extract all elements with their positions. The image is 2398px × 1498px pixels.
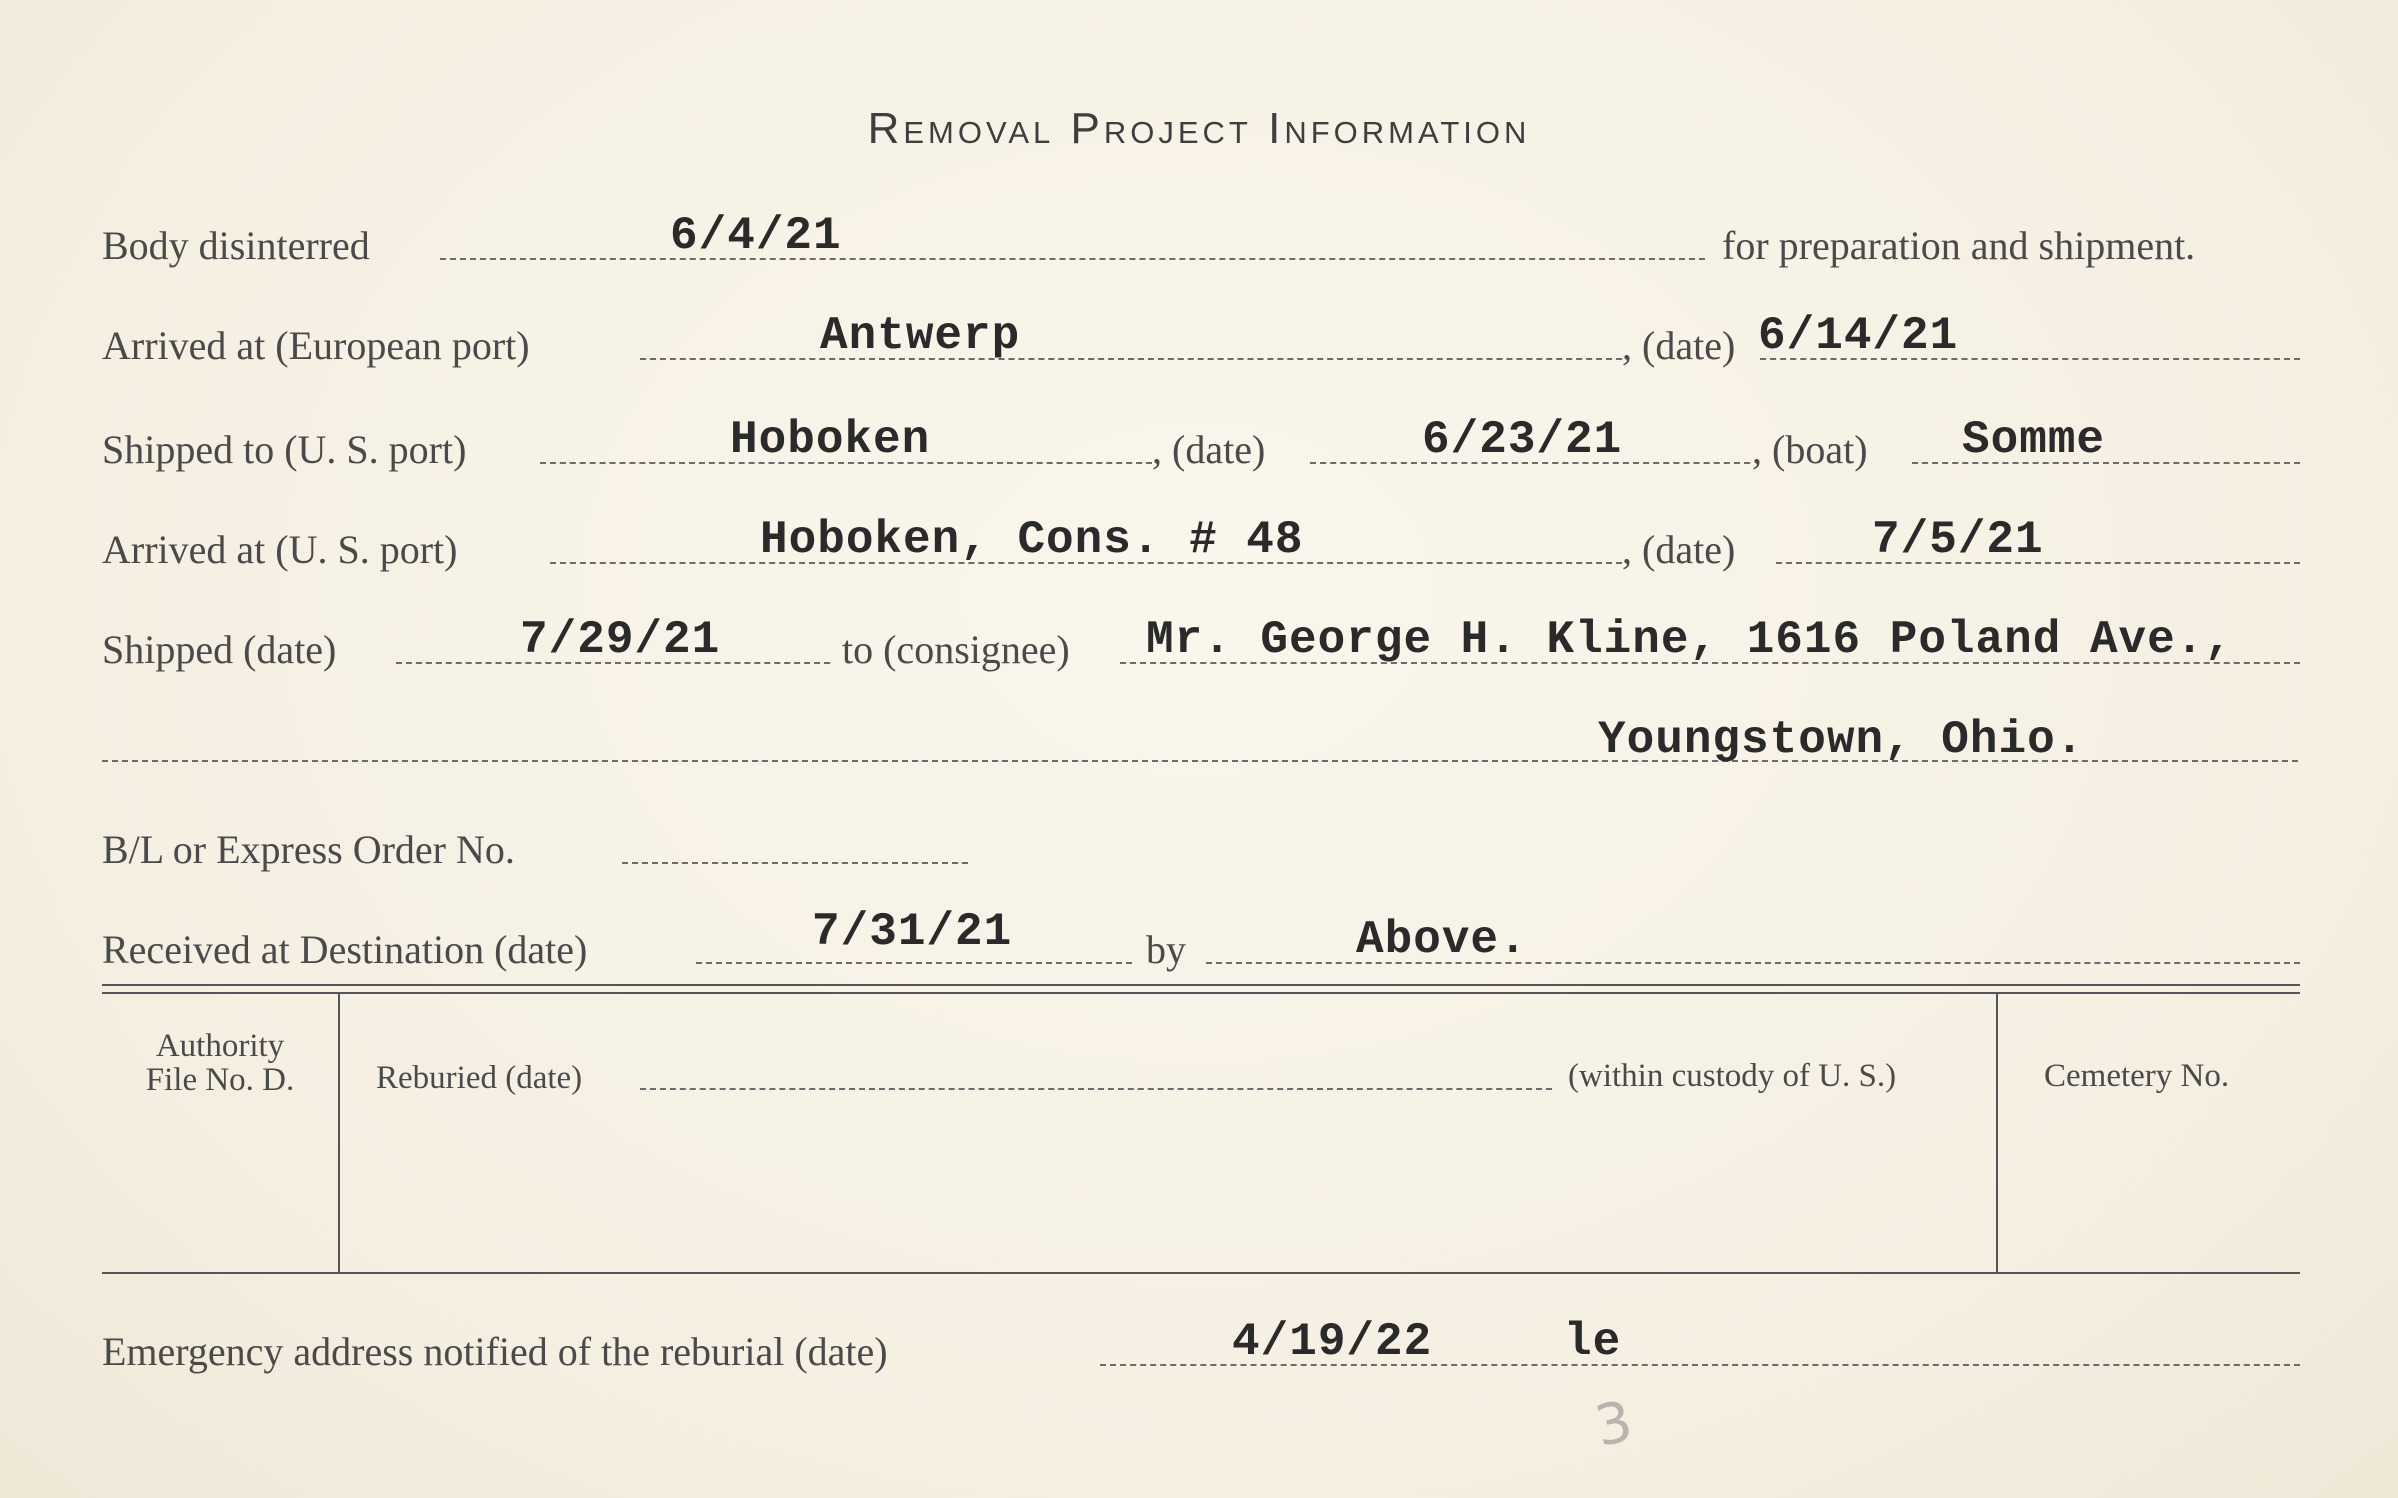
consignee-line-1: Mr. George H. Kline, 1616 Poland Ave., [1146,614,2233,666]
arrived-eu-port: Antwerp [820,310,1021,362]
bl-label: B/L or Express Order No. [102,827,515,872]
authority-label-2: File No. D. [145,1062,295,1098]
arrived-us-port: Hoboken, Cons. # 48 [760,514,1304,566]
shipped-us-date-label: , (date) [1152,427,1266,472]
consignee-line-2: Youngstown, Ohio. [1598,714,2085,766]
received-date: 7/31/21 [812,906,1013,958]
shipped-label: Shipped (date) [102,627,337,672]
cemetery-label: Cemetery No. [2044,1058,2230,1094]
arrived-eu-label: Arrived at (European port) [102,323,530,368]
emergency-initials: le [1564,1316,1622,1368]
arrived-eu-line [640,358,1622,360]
received-by-label: by [1146,927,1186,972]
table-top-rule-2 [102,992,2300,994]
table-top-rule-1 [102,984,2300,986]
table-bottom-rule [102,1272,2300,1274]
pencil-mark: 3 [1589,1389,1639,1460]
received-label: Received at Destination (date) [102,927,588,972]
consignee-label: to (consignee) [842,627,1070,672]
received-date-line [696,962,1132,964]
arrived-eu-date-label: , (date) [1622,323,1736,368]
shipped-us-date: 6/23/21 [1422,414,1623,466]
emergency-date: 4/19/22 [1232,1316,1433,1368]
received-by: Above. [1356,914,1528,966]
authority-label-1: Authority [155,1028,285,1064]
shipped-us-port: Hoboken [730,414,931,466]
reburied-line [640,1088,1552,1090]
page-title: Removal Project Information [867,104,1531,153]
arrived-us-date: 7/5/21 [1872,514,2044,566]
shipped-us-label: Shipped to (U. S. port) [102,427,467,472]
bl-line [622,862,968,864]
disinterred-date: 6/4/21 [670,210,842,262]
boat-label: , (boat) [1752,427,1868,472]
custody-label: (within custody of U. S.) [1568,1058,1897,1094]
emergency-label: Emergency address notified of the reburial (date) [102,1329,888,1374]
boat-name: Somme [1962,414,2106,466]
table-divider-left [338,994,340,1272]
reburied-label: Reburied (date) [376,1060,583,1096]
arrived-us-label: Arrived at (U. S. port) [102,527,458,572]
arrived-eu-date: 6/14/21 [1758,310,1959,362]
disinterred-line [440,258,1705,260]
disinterred-label: Body disinterred [102,223,370,268]
disinterred-suffix: for preparation and shipment. [1722,223,2196,268]
table-divider-right [1996,994,1998,1272]
shipped-date: 7/29/21 [520,614,721,666]
arrived-us-date-label: , (date) [1622,527,1736,572]
